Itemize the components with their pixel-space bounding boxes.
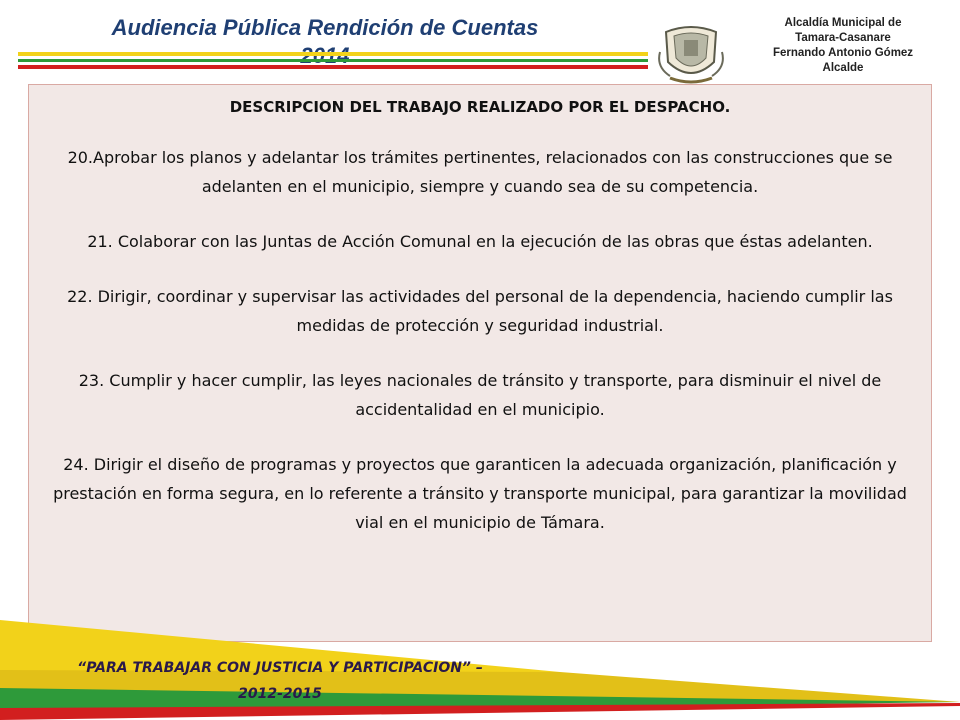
mayor-name: Fernando Antonio Gómez <box>772 47 914 59</box>
title-text: Audiencia Pública Rendición de Cuentas <box>111 15 539 40</box>
item-22: 22. Dirigir, coordinar y supervisar las actividades del personal de la dependencia, haciendo cumplir las medidas de protección y seguridad industrial. <box>67 287 893 335</box>
item-23: 23. Cumplir y hacer cumplir, las leyes nacionales de tránsito y transporte, para disminuir el nivel de accidentalidad en el municipio. <box>78 371 882 419</box>
stripe-red <box>18 65 648 69</box>
municipality-line2: Tamara-Casanare <box>795 32 891 44</box>
footer-slogan <box>0 655 560 707</box>
municipality-line1: Alcaldía Municipal de <box>784 17 902 29</box>
mayor-role: Alcalde <box>822 62 864 74</box>
slogan-text: “PARA TRABAJAR CON JUSTICIA Y PARTICIPACION” – <box>77 660 483 676</box>
municipal-crest-icon <box>656 22 726 86</box>
municipality-block <box>738 16 948 76</box>
stripe-green <box>18 59 648 62</box>
item-24: 24. Dirigir el diseño de programas y proyectos que garanticen la adecuada organización, planificación y prestación en forma segura, en lo referente a tránsito y transporte municipal, para garantizar la movilidad vial en el municipio de Támara. <box>53 455 907 532</box>
section-heading: DESCRIPCION DEL TRABAJO REALIZADO POR EL DESPACHO. <box>229 98 731 116</box>
item-21: 21. Colaborar con las Juntas de Acción Comunal en la ejecución de las obras que éstas adelanten. <box>87 232 873 251</box>
header-stripes <box>18 52 648 74</box>
content-panel <box>28 84 932 642</box>
stripe-yellow <box>18 52 648 56</box>
item-20: 20.Aprobar los planos y adelantar los trámites pertinentes, relacionados con las construcciones que se adelanten en el municipio, siempre y cuando sea de su competencia. <box>67 148 893 196</box>
slogan-years: 2012-2015 <box>238 686 322 702</box>
